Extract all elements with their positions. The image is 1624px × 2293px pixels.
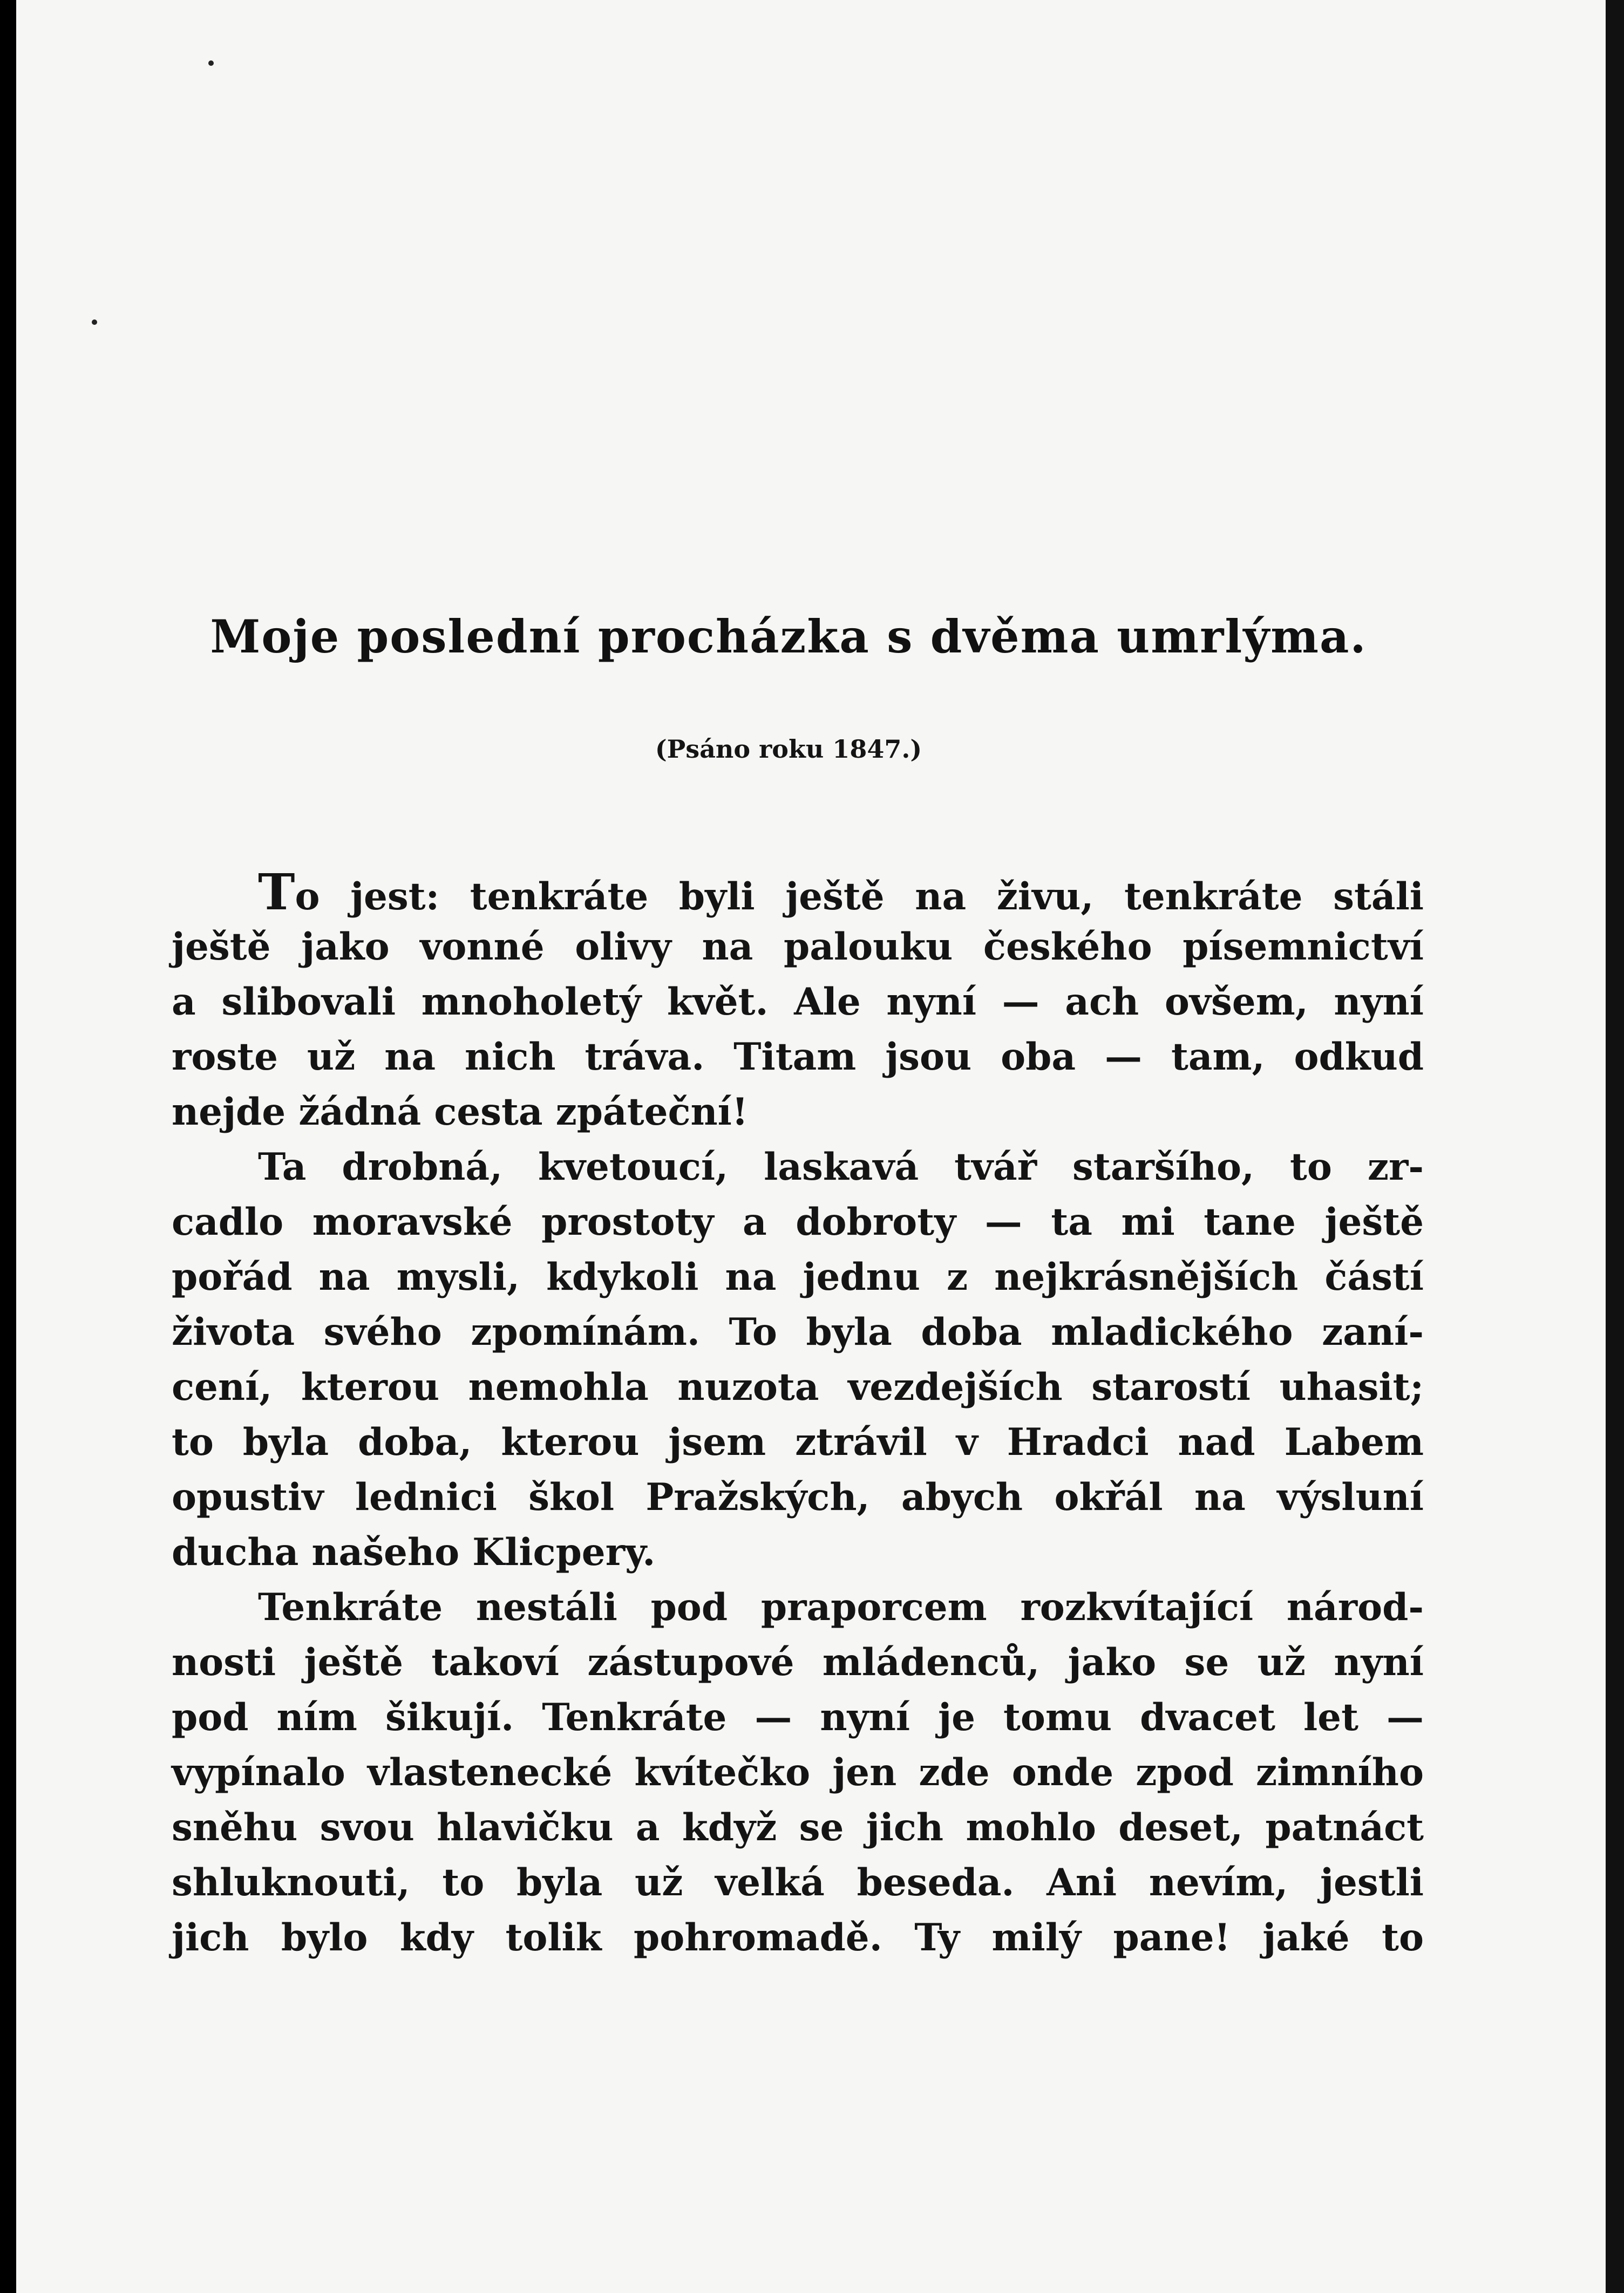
text-line: a slibovali mnoholetý květ. Ale nyní — ach ovšem, nyní [172,980,1424,1024]
text-line: ještě jako vonné olivy na palouku českého písemnictví [172,925,1424,969]
text-line: nosti ještě takoví zástupové mládenců, jako se už nyní [172,1641,1424,1684]
text-line: Tenkráte nestáli pod praporcem rozkvítající národ- [258,1586,1424,1629]
text-line: shluknouti, to byla už velká beseda. Ani nevím, jestli [172,1861,1424,1904]
book-page [16,0,1606,2293]
text-line: sněhu svou hlavičku a když se jich mohlo deset, patnáct [172,1806,1424,1849]
text-line: jich bylo kdy tolik pohromadě. Ty milý pane! jaké to [172,1916,1424,1959]
text-line: cení, kterou nemohla nuzota vezdejších starostí uhasit; [172,1365,1424,1409]
text-line: ducha našeho Klicpery. [172,1530,656,1574]
text-line: Ta drobná, kvetoucí, laskavá tvář staršího, to zr- [258,1145,1424,1189]
text-line: vypínalo vlastenecké kvítečko jen zde onde zpod zimního [172,1751,1424,1794]
text-line: to byla doba, kterou jsem ztrávil v Hradci nad Labem [172,1420,1424,1464]
first-line-rest: o jest: tenkráte byli ještě na živu, tenkráte stáli [295,875,1424,918]
ink-speck [208,60,214,66]
text-line: opustiv lednici škol Pražských, abych okřál na výsluní [172,1475,1424,1519]
text-line: nejde žádná cesta zpáteční! [172,1090,749,1134]
text-line: života svého zpomínám. To byla doba mladického zaní- [172,1310,1424,1354]
text-line: cadlo moravské prostoty a dobroty — ta mi tane ještě [172,1200,1424,1244]
body-text [172,865,1424,1965]
chapter-subtitle: (Psáno roku 1847.) [655,734,922,764]
page-edge [1606,0,1624,2293]
chapter-title: Moje poslední procházka s dvěma umrlýma. [210,610,1367,663]
text-line [172,865,1424,920]
text-line: roste už na nich tráva. Titam jsou oba — tam, odkud [172,1035,1424,1079]
ink-speck [92,319,97,325]
drop-cap: T [258,863,295,921]
text-line: pod ním šikují. Tenkráte — nyní je tomu dvacet let — [172,1696,1424,1739]
text-line: pořád na mysli, kdykoli na jednu z nejkrásnějších částí [172,1255,1424,1299]
